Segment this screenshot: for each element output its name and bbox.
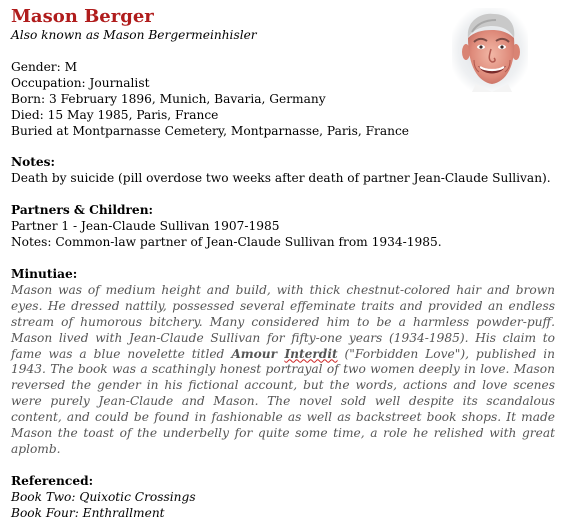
minutiae-heading: Minutiae: xyxy=(11,266,78,281)
notes-text: Death by suicide (pill overdose two weeks after death of partner Jean-Claude Sullivan). xyxy=(11,171,551,186)
minutiae-text-part2: ("Forbidden Love"), published in 1943. The book was a scathingly honest portrayal of two women deeply in love. Mason reversed the gender in his fictional account, but the words, actions and love scenes were purely Jean-Claude and Mason. The novel sold well despite its scandalous content, and could be found in fashionable as well as backstreet book shops. It made Mason the toast of the underbelly for quite some time, a role he relished with great aplomb. xyxy=(11,346,556,456)
partner-1-line: Partner 1 - Jean-Claude Sullivan 1907-1985 xyxy=(11,219,280,234)
partners-heading: Partners & Children: xyxy=(11,203,154,218)
notes-heading: Notes: xyxy=(11,155,56,170)
referenced-heading: Referenced: xyxy=(11,473,94,488)
occupation-line: Occupation: Journalist xyxy=(11,75,150,90)
minutiae-text-part1: Mason was of medium height and build, with thick chestnut-colored hair and brown eyes. He dressed nattily, possessed several effeminate traits and provided an endless stream of humorous bitchery. Many considered him to be a harmless powder-puff. Mason lived with Jean-Claude Sullivan for fifty-one years (1934-1985). His claim to fame was a blue novelette titled xyxy=(11,282,555,361)
book-title-word2: Interdit xyxy=(284,346,338,361)
born-line: Born: 3 February 1896, Munich, Bavaria, Germany xyxy=(11,91,326,106)
partner-notes-line: Notes: Common-law partner of Jean-Claude Sullivan from 1934-1985. xyxy=(11,235,442,250)
referenced-item: Book Two: Quixotic Crossings xyxy=(11,489,196,504)
book-title xyxy=(231,347,337,361)
alias-line: Also known as Mason Bergermeinhisler xyxy=(11,28,257,42)
referenced-item: Book Four: Enthrallment xyxy=(11,505,165,520)
person-name: Mason Berger xyxy=(11,6,154,27)
book-title-word1: Amour xyxy=(231,346,278,361)
minutiae-paragraph xyxy=(11,283,555,458)
gender-line: Gender: M xyxy=(11,59,78,74)
burial-line: Buried at Montparnasse Cemetery, Montparnasse, Paris, France xyxy=(11,123,410,138)
died-line: Died: 15 May 1985, Paris, France xyxy=(11,107,219,122)
portrait-photo-icon xyxy=(452,8,528,92)
